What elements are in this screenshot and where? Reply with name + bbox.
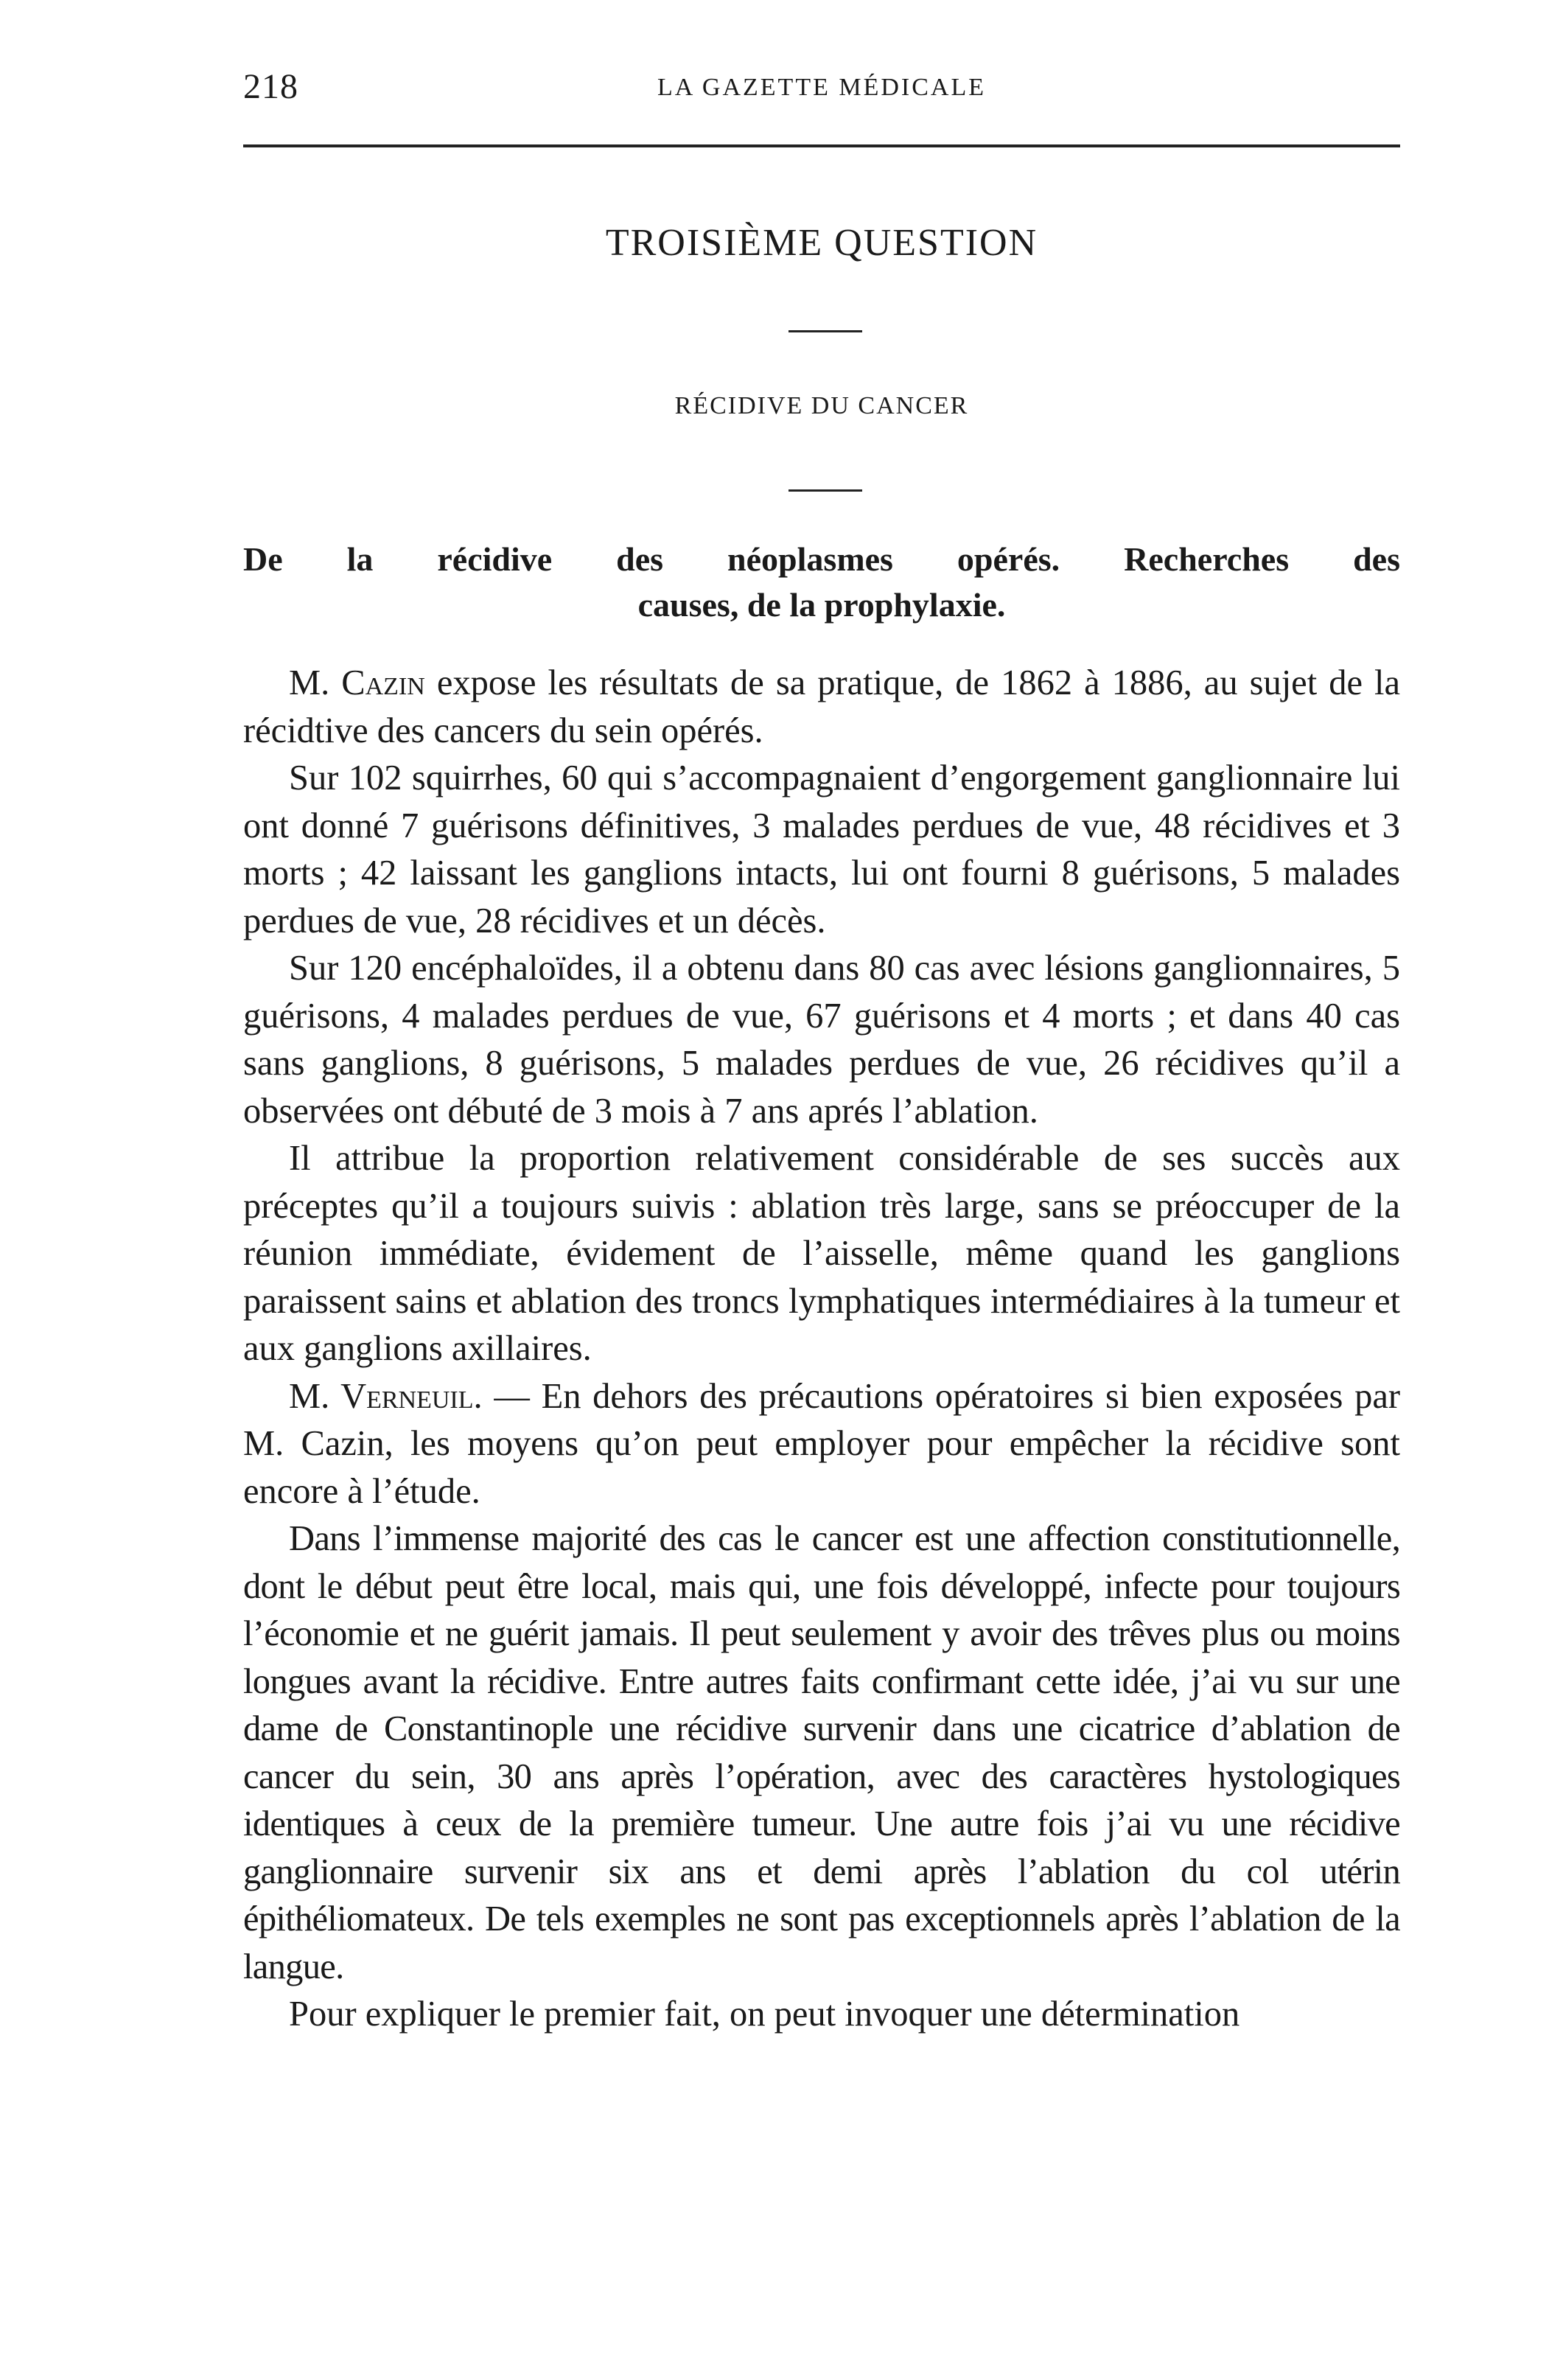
paragraph-premier-fait: Pour expliquer le premier fait, on peut invoquer une détermination [289, 1995, 1240, 2034]
section-divider-top [789, 330, 862, 332]
paragraph-text: — En dehors des précautions opératoires si bien exposées par M. Cazin, les moyens qu’on peut employer pour empêcher la récidive sont encore à l’étude. [243, 1376, 1400, 1511]
running-head [243, 66, 1400, 118]
speaker-name: M. Cazin [289, 663, 425, 702]
header-rule [243, 144, 1400, 147]
article-title-line-2: causes, de la prophylaxie. [637, 586, 1006, 624]
article-title-line-1: De la récidive des néoplasmes opérés. Recherches des [243, 540, 1400, 578]
section-divider-bottom [789, 489, 862, 492]
paragraph-constitutionnelle: Dans l’immense majorité des cas le cancer est une affection constitutionnelle, dont le début peut être local, mais qui, une fois développé, infecte pour toujours l’économie et ne guérit jamais. Il peut seulement y avoir des trêves plus ou moins longues avant la récidive. Entre autres faits confirmant cette idée, j’ai vu sur une dame de Constantinople une récidive survenir dans une cicatrice d’ablation de cancer du sein, 30 ans après l’opération, avec des caractères hystologiques identiques à ceux de la première tumeur. Une autre fois j’ai vu une récidive ganglionnaire survenir six ans et demi après l’ablation du col utérin épithéliomateux. De tels exemples ne sont pas exceptionnels après l’ablation de la langue. [243, 1519, 1400, 1986]
speaker-name: M. Verneuil. [289, 1376, 483, 1416]
body-text [243, 660, 1400, 2039]
article-title [243, 537, 1400, 628]
paragraph-text: expose les résultats de sa pratique, de 1862 à 1886, au sujet de la récidtive des cancers du sein opérés. [243, 663, 1400, 750]
paragraph-preceptes: Il attribue la proportion relativement considérable de ses succès aux préceptes qu’il a toujours suivis : ablation très large, sans se préoccuper de la réunion immédiate, évidement de l’aisselle, même quand les ganglions paraissent sains et ablation des troncs lymphatiques intermédiaires à la tumeur et aux ganglions axillaires. [243, 1139, 1400, 1368]
page-number: 218 [243, 67, 298, 106]
journal-title: LA GAZETTE MÉDICALE [657, 74, 987, 101]
paragraph-encephaloides: Sur 120 encéphaloïdes, il a obtenu dans 80 cas avec lésions ganglionnaires, 5 guérisons, 4 malades perdues de vue, 67 guérisons et 4 morts ; et dans 40 cas sans ganglions, 8 guérisons, 5 malades perdues de vue, 26 récidives qu’il a observées ont débuté de 3 mois à 7 ans aprés l’ablation. [243, 949, 1400, 1131]
paragraph-cazin-intro [243, 660, 1400, 755]
paragraph-verneuil-intro [243, 1373, 1400, 1516]
section-title: TROISIÈME QUESTION [605, 222, 1038, 264]
subsection-title: RÉCIDIVE DU CANCER [674, 392, 969, 419]
paragraph-squirrhes: Sur 102 squirrhes, 60 qui s’accompagnaient d’engorgement ganglionnaire lui ont donné 7 guérisons définitives, 3 malades perdues de vue, 48 récidives et 3 morts ; 42 laissant les ganglions intacts, lui ont fourni 8 guérisons, 5 malades perdues de vue, 28 récidives et un décès. [243, 758, 1400, 941]
